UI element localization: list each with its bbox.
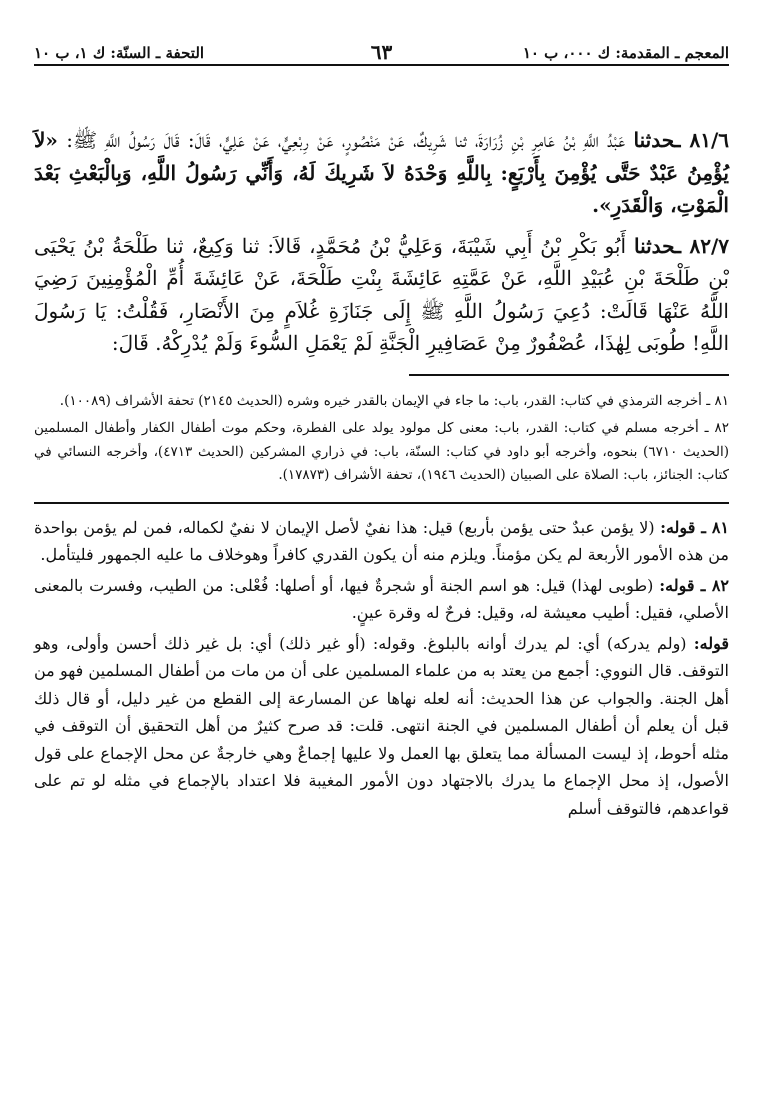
hadith-number: ٨٢/٧ ـ — [675, 233, 729, 258]
haddathana-label: حدثنا — [633, 233, 676, 258]
hadith-text — [34, 124, 729, 360]
commentary-text: (طوبى لهذا) قيل: هو اسم الجنة أو شجرةٌ فيها، أو أصلها: فُعْلى: من الطيب، وفسرت بالمعنى الأصلي، فقيل: أطيب معيشة له، وقيل: فرحٌ له وقرة عينٍ. — [34, 575, 729, 622]
commentary-82 — [34, 572, 729, 627]
header-source-ref-right: المعجم ـ المقدمة: ك ٠٠٠، ب ١٠ — [522, 44, 729, 62]
hadith-matn: «لاَ يُؤْمِنُ عَبْدٌ حَتَّى يُؤْمِنَ بِأَرْبَعٍ: بِاللَّهِ وَحْدَهُ لاَ شَرِيكَ لَهُ، وَأَنِّي رَسُولُ اللَّهِ، وَبِالْبَعْثِ بَعْدَ الْمَوْتِ، وَالْقَدَرِ». — [34, 128, 729, 217]
footnotes — [34, 390, 729, 488]
hadith-body: أَبُو بَكْرِ بْنُ أَبِي شَيْبَةَ، وَعَلِيُّ بْنُ مُحَمَّدٍ، قَالاَ: ثنا وَكِيعٌ، ثنا طَلْحَةُ بْنُ يَحْيَى بْنِ طَلْحَةَ بْنِ عُبَيْدِ اللَّهِ، عَنْ عَمَّتِهِ عَائِشَةَ بِنْتِ طَلْحَةَ، عَنْ عَائِشَةَ أُمِّ الْمُؤْمِنِينَ رَضِيَ اللَّهُ عَنْهَا قَالَتْ: دُعِيَ رَسُولُ اللَّهِ ﷺ إِلَى جَنَازَةِ غُلاَمٍ مِنَ الأَنْصَارِ، فَقُلْتُ: يَا رَسُولَ اللَّهِ! طُوبَى لِهٰذَا، عُصْفُورٌ مِنْ عَصَافِيرِ الْجَنَّةِ لَمْ يَعْمَلِ السُّوءَ وَلَمْ يُدْرِكْهُ. قَالَ: — [34, 233, 729, 355]
hadith-82 — [34, 230, 729, 360]
running-header — [34, 38, 729, 76]
footnote-divider — [409, 374, 729, 376]
commentary-81 — [34, 514, 729, 569]
page-number: ٦٣ — [370, 40, 393, 64]
commentary-82-cont — [34, 630, 729, 823]
hadith-number: ٨١/٦ ـ — [674, 128, 729, 152]
commentary-lead: قوله: — [693, 633, 729, 653]
commentary-text: (لا يؤمن عبدٌ حتى يؤمن بأربع) قيل: هذا نفيٌ لأصل الإيمان لا نفيٌ لكماله، فمن لم يؤمن بواحدة من هذه الأمور الأربعة لم يكن مؤمناً. ويلزم منه أن يكون القدري كافراً وهوخلاف ما عليه الجمهور فليتأمل. — [34, 517, 729, 564]
commentary-lead: ٨١ ـ قوله: — [660, 517, 730, 537]
commentary-lead: ٨٢ ـ قوله: — [659, 575, 729, 595]
hadith-81 — [34, 124, 729, 222]
haddathana-label: حدثنا — [633, 128, 675, 152]
commentary-divider — [34, 502, 729, 504]
footnote-81: ٨١ ـ أخرجه الترمذي في كتاب: القدر، باب: ما جاء في الإيمان بالقدر خيره وشره (الحديث ٢١٤٥) تحفة الأشراف (١٠٠٨٩). — [59, 392, 729, 409]
commentary — [34, 514, 729, 823]
commentary-text: (ولم يدركه) أي: لم يدرك أوانه بالبلوغ. وقوله: (أو غير ذلك) أي: بل غير ذلك أحسن وأولى، وهو التوقف. قال النووي: أجمع من يعتد به من علماء المسلمين على أن من مات من أطفال المسلمين فهو من أهل الجنة. والجواب عن هذا الحديث: أنه لعله نهاها عن المسارعة إلى القطع من غير دليل، أو قال ذلك قبل أن يعلم أن أطفال المسلمين في الجنة انتهى. قلت: قد صرح كثيرٌ من أهل التحقيق أن التوقف في مثله أحوط، إذ ليست المسألة مما يتعلق بها العمل ولا عليها إجماعٌ وهي خارجةٌ عن محل الإجماع على قول الأصول، إذ محل الإجماع ما يدرك بالاجتهاد دون الأمور المغيبة فلا اعتداد بالإجماع في مثله لو تم على قواعدهم، فالتوقف أسلم — [34, 633, 730, 818]
header-source-ref-left: التحفة ـ السنّة: ك ١، ب ١٠ — [34, 44, 205, 62]
footnote-82: ٨٢ ـ أخرجه مسلم في كتاب: القدر، باب: معنى كل مولود يولد على الفطرة، وحكم موت أطفال الكفار وأطفال المسلمين (الحديث ٦٧١٠) بنحوه، وأخرجه أبو داود في كتاب: السنّة، باب: في ذراري المشركين (الحديث ٤٧١٣)، وأخرجه النسائي في كتاب: الجنائز، باب: الصلاة على الصبيان (الحديث ١٩٤٦)، تحفة الأشراف (١٧٨٧٣). — [34, 420, 729, 483]
hadith-isnad: عَبْدُ اللَّهِ بْنُ عَامِرِ بْنِ زُرَارَةَ، ثنا شَرِيكٌ، عَنْ مَنْصُورٍ، عَنْ رِبْعِيٍّ، عَنْ عَلِيٍّ، قَالَ: قَالَ رَسُولُ اللَّهِ ﷺ: — [57, 128, 634, 152]
header-rule — [34, 64, 729, 66]
